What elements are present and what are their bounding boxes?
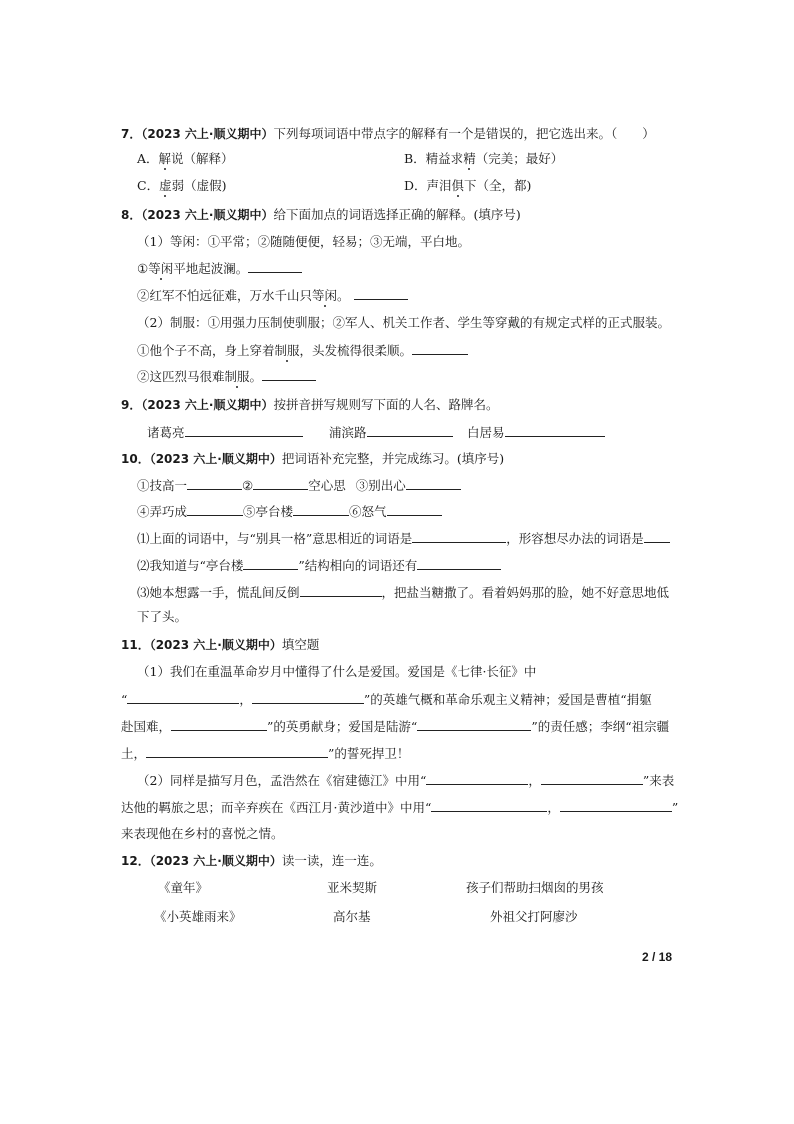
q7-d-label: D．声泪 [404, 178, 452, 193]
q10-blank-6[interactable] [387, 503, 442, 516]
q7-option-b [404, 151, 563, 167]
q11-line-4 [121, 745, 409, 762]
q8-stem [121, 207, 521, 223]
q10-task-2 [137, 557, 501, 574]
q7-option-d [404, 178, 531, 194]
q7-text: 下列每项词语中带点字的解释有一个是错误的，把它选出来。（ ） [273, 126, 655, 141]
q7-number: 7． [121, 127, 142, 141]
q12-book-1[interactable]: 《童年》 [158, 880, 209, 895]
q7-c-label: C． [137, 178, 160, 193]
q8-s3-blank[interactable] [412, 342, 468, 355]
q7-a-label: A． [137, 151, 159, 166]
q9-item-3-blank[interactable] [505, 424, 605, 437]
q8-s1-word: 等闲 [148, 261, 174, 276]
q8-s2-word: 等闲 [312, 288, 338, 303]
q7-c-dotted: 虚 [159, 178, 172, 193]
q11-l3-text: ”的英勇献身；爱国是陆游“ [267, 719, 418, 734]
q11-blank-5[interactable] [146, 745, 328, 758]
q8-s4-blank[interactable] [262, 368, 316, 381]
q9-source: （2023 六上·顺义期中） [141, 398, 274, 412]
q7-d-dotted: 俱 [451, 178, 465, 193]
q8-s3-word: 制服 [274, 343, 300, 358]
q12-number: 12． [121, 854, 150, 868]
q8-s4-word: 制服 [224, 369, 250, 384]
q11-blank-8[interactable] [431, 799, 547, 812]
q9-item-3-label: 白居易 [467, 425, 505, 440]
q7-a-text: 说（解释） [171, 151, 234, 166]
q7-c-text: 弱（虚假) [171, 178, 227, 193]
q8-s1-c: 平地起波澜。 [173, 261, 249, 276]
q10-task-1-text-b: ，形容想尽办法的词语是 [506, 531, 644, 546]
q8-sentence-1 [137, 260, 302, 277]
q12-text: 读一读，连一连。 [281, 853, 382, 868]
q10-word-row-2 [137, 503, 442, 520]
q9-item-2 [329, 424, 453, 441]
q7-option-c [137, 178, 226, 194]
q11-p2-text: （2）同样是描写月色，孟浩然在《宿建德江》中用“ [137, 773, 427, 788]
q12-author-1[interactable]: 亚米契斯 [327, 880, 378, 895]
q9-item-2-label: 浦滨路 [329, 425, 367, 440]
q10-task-2-text: ⑵我知道与“亭台楼 [137, 558, 244, 573]
q11-blank-3[interactable] [171, 718, 267, 731]
q8-part1-definitions: （1）等闲：①平常；②随随便便，轻易；③无端，平白地。 [137, 234, 470, 249]
q11-l6-text: 达他的羁旅之思；而辛弃疾在《西江月·黄沙道中》中用“ [121, 800, 432, 815]
q11-part1-intro: （1）我们在重温革命岁月中懂得了什么是爱国。爱国是《七律·长征》中 [137, 664, 537, 679]
q12-author-2[interactable]: 高尔基 [333, 909, 371, 924]
q11-line-3 [121, 718, 669, 735]
q8-s1-blank[interactable] [248, 260, 302, 273]
q11-line-6 [121, 799, 678, 816]
q10-task-3-blank[interactable] [300, 584, 382, 597]
q8-s3-c: ，头发梳得很柔顺。 [299, 343, 413, 358]
q10-text: 把词语补充完整，并完成练习。(填序号) [281, 451, 505, 466]
q11-l4-start: 土， [121, 746, 147, 761]
q8-part2-definitions: （2）制服：①用强力压制使驯服；②军人、机关工作者、学生等穿戴的有规定式样的正式服装。 [137, 315, 670, 330]
q8-sentence-3 [137, 342, 468, 359]
q7-b-label: B．精益求 [404, 151, 464, 166]
q12-story-2[interactable]: 外祖父打阿廖沙 [490, 909, 578, 924]
q11-l2-comma: ， [239, 692, 252, 707]
q7-a-dotted: 解 [158, 151, 172, 166]
q12-source: （2023 六上·顺义期中） [149, 854, 282, 868]
q8-s2-a: ②红军不怕远征难，万水千山只 [137, 288, 313, 303]
q12-story-1[interactable]: 孩子们帮助扫烟囱的男孩 [466, 880, 604, 895]
q11-l2-open: “ [121, 692, 128, 707]
q10-task-3-text-b: ，把盐当糖撒了。看着妈妈那的脸，她不好意思地低 [381, 585, 670, 600]
q10-blank-2[interactable] [253, 477, 308, 490]
q10-task-2-blank-1[interactable] [243, 557, 298, 570]
page-number: 2 / 18 [642, 950, 673, 964]
q7-d-text: 下（全，都) [464, 178, 532, 193]
q10-word-row-1 [137, 477, 461, 494]
q9-item-2-blank[interactable] [367, 424, 453, 437]
q11-blank-9[interactable] [560, 799, 672, 812]
q8-number: 8． [121, 208, 142, 222]
q10-blank-5[interactable] [293, 503, 349, 516]
q11-l3-start: 赴国难， [121, 719, 172, 734]
q11-l4-end: ”的誓死捍卫！ [328, 746, 410, 761]
q11-p2-end: ”来表 [642, 773, 675, 788]
q9-stem [121, 397, 499, 413]
q10-task-3-continued: 下了头。 [137, 609, 188, 624]
q8-s2-blank[interactable] [354, 287, 408, 300]
q10-blank-1[interactable] [187, 477, 242, 490]
q10-number: 10． [121, 452, 150, 466]
q8-s4-c: 。 [249, 369, 263, 384]
q11-line-2 [121, 691, 652, 708]
q9-item-1-blank[interactable] [185, 424, 303, 437]
q12-book-2[interactable]: 《小英雄雨来》 [154, 909, 242, 924]
q7-b-dotted: 精 [463, 151, 476, 166]
q11-number: 11． [121, 638, 150, 652]
q10-task-1-blank-2[interactable] [644, 530, 670, 543]
q10-task-1 [137, 530, 670, 547]
q9-item-1-label: 诸葛亮 [147, 425, 185, 440]
q8-sentence-4 [137, 368, 316, 385]
q10-word-5: ⑤亭台楼 [243, 504, 294, 519]
q11-p2-comma: ， [528, 773, 541, 788]
q11-l2-text: ”的英雄气概和革命乐观主义精神；爱国是曹植“捐躯 [363, 692, 652, 707]
q10-task-3 [137, 584, 669, 601]
q11-blank-2[interactable] [252, 691, 364, 704]
q11-source: （2023 六上·顺义期中） [149, 638, 282, 652]
q11-part2-line [137, 772, 674, 789]
q7-b-text: （完美；最好） [475, 151, 564, 166]
q10-word-2b: 空心思 [308, 478, 346, 493]
q8-s4-a: ②这匹烈马很难 [137, 369, 225, 384]
q8-s1-a: ① [137, 261, 149, 276]
q7-stem [121, 126, 655, 142]
q10-task-1-blank-1[interactable] [412, 530, 506, 543]
q10-stem [121, 451, 504, 467]
q7-source: （2023 六上·顺义期中） [141, 127, 274, 141]
q9-item-3 [467, 424, 605, 441]
q11-text: 填空题 [281, 637, 320, 652]
q10-task-2-blank-2[interactable] [417, 557, 501, 570]
q10-blank-3[interactable] [406, 477, 461, 490]
q8-source: （2023 六上·顺义期中） [141, 208, 274, 222]
q11-l3-end: ”的责任感；李纲“祖宗疆 [531, 719, 670, 734]
q8-s3-a: ①他个子不高，身上穿着 [137, 343, 275, 358]
q11-blank-7[interactable] [541, 772, 643, 785]
q10-source: （2023 六上·顺义期中） [149, 452, 282, 466]
q11-blank-1[interactable] [127, 691, 239, 704]
q10-task-1-text: ⑴上面的词语中，与“别具一格”意思相近的词语是 [137, 531, 413, 546]
q10-word-2: ② [242, 478, 254, 493]
q11-blank-4[interactable] [417, 718, 531, 731]
q10-task-2-text-b: ”结构相向的词语还有 [298, 558, 418, 573]
q9-text: 按拼音拼写规则写下面的人名、路牌名。 [273, 397, 499, 412]
q12-stem [121, 853, 382, 869]
q11-blank-6[interactable] [426, 772, 528, 785]
q10-word-1: ①技高一 [137, 478, 188, 493]
q8-sentence-2 [137, 287, 408, 304]
q11-stem [121, 637, 319, 653]
q9-item-1 [147, 424, 303, 441]
q10-word-4: ④弄巧成 [137, 504, 188, 519]
q8-text: 给下面加点的词语选择正确的解释。(填序号) [273, 207, 521, 222]
q7-option-a [137, 151, 234, 167]
q10-word-6: ⑥怒气 [349, 504, 387, 519]
q9-number: 9． [121, 398, 142, 412]
q8-s2-c: 。 [337, 288, 350, 303]
q11-l6-comma: ， [547, 800, 560, 815]
q10-blank-4[interactable] [187, 503, 243, 516]
q10-word-3: ③别出心 [355, 478, 406, 493]
q11-l6-end: ” [671, 800, 679, 815]
q11-line-7: 来表现他在乡村的喜悦之情。 [121, 826, 284, 841]
q10-task-3-text: ⑶她本想露一手，慌乱间反倒 [137, 585, 300, 600]
